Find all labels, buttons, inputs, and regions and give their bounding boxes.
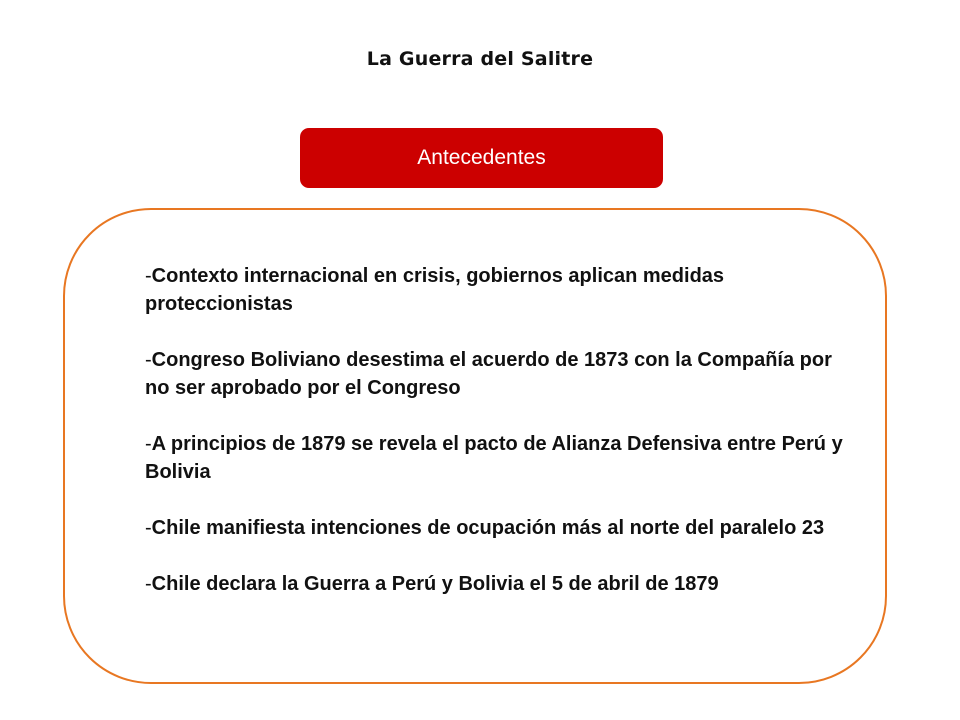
bullet-text: Chile manifiesta intenciones de ocupación más al norte del paralelo 23 — [151, 517, 825, 539]
bullet-marker: - — [145, 573, 152, 595]
bullet-text: Contexto internacional en crisis, gobiernos aplican medidas proteccionistas — [145, 265, 725, 315]
bullet-marker: - — [145, 349, 152, 371]
bullet-list — [145, 262, 845, 598]
bullet-text: A principios de 1879 se revela el pacto de Alianza Defensiva entre Perú y Bolivia — [145, 433, 843, 483]
bullet-marker: - — [145, 433, 152, 455]
bullet-marker: - — [145, 265, 152, 287]
slide-title: La Guerra del Salitre — [366, 48, 594, 70]
bullet-text: Chile declara la Guerra a Perú y Bolivia el 5 de abril de 1879 — [151, 573, 719, 595]
bullet-text: Congreso Boliviano desestima el acuerdo de 1873 con la Compañía por no ser aprobado por el Congreso — [145, 349, 832, 399]
bullet-marker: - — [145, 517, 152, 539]
list-item — [145, 570, 845, 598]
list-item — [145, 430, 845, 486]
list-item — [145, 262, 845, 318]
section-header-label: Antecedentes — [417, 146, 546, 169]
list-item — [145, 346, 845, 402]
list-item — [145, 514, 845, 542]
section-header-antecedentes — [300, 128, 663, 188]
